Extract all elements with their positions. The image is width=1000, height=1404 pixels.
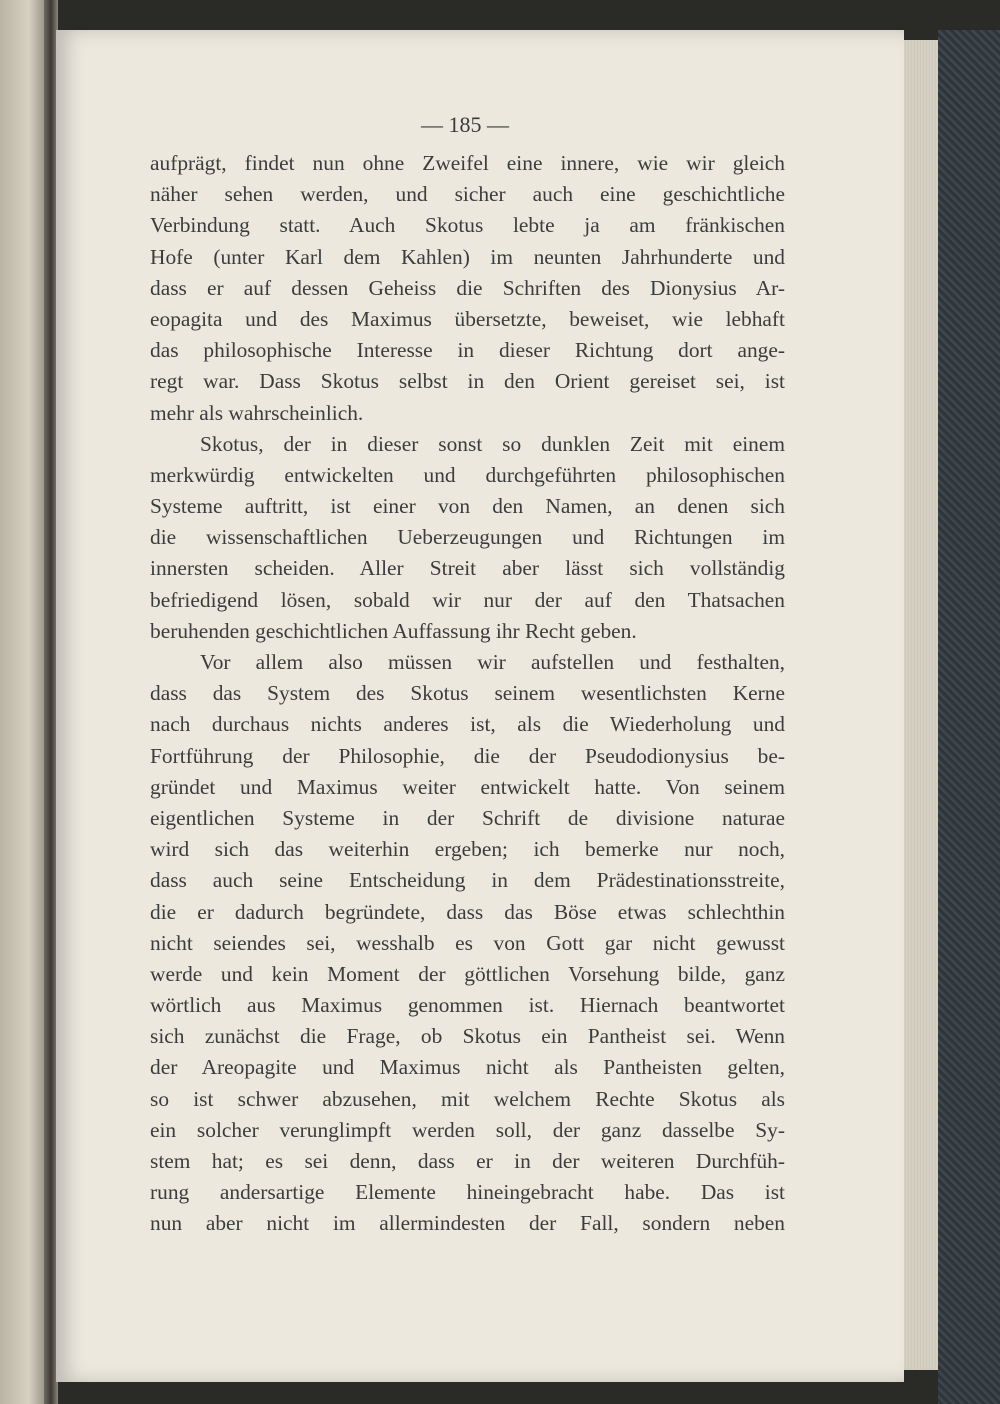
text-line: innersten scheiden. Aller Streit aber lässt sich vollständig	[150, 556, 785, 581]
previous-page-edge	[0, 0, 48, 1404]
text-line: wird sich das weiterhin ergeben; ich bemerke nur noch,	[150, 837, 785, 862]
text-line: befriedigend lösen, sobald wir nur der auf den Thatsachen	[150, 587, 785, 612]
text-line: die wissenschaftlichen Ueberzeugungen und Richtungen im	[150, 525, 785, 550]
text-line: ein solcher verunglimpft werden soll, der ganz dasselbe Sy-	[150, 1117, 785, 1142]
text-line: Hofe (unter Karl dem Kahlen) im neunten Jahrhunderte und	[150, 244, 785, 269]
text-line: Systeme auftritt, ist einer von den Namen, an denen sich	[150, 494, 785, 519]
text-line: die er dadurch begründete, dass das Böse etwas schlechthin	[150, 899, 785, 924]
text-line: Vor allem also müssen wir aufstellen und festhalten,	[200, 650, 785, 674]
page-stack-edge	[904, 40, 938, 1370]
text-line: wörtlich aus Maximus genommen ist. Hiernach beantwortet	[150, 993, 785, 1018]
text-line: dass das System des Skotus seinem wesentlichsten Kerne	[150, 681, 785, 706]
text-line: dass auch seine Entscheidung in dem Prädestinationsstreite,	[150, 868, 785, 893]
text-line: gründet und Maximus weiter entwickelt hatte. Von seinem	[150, 774, 785, 799]
text-line: Skotus, der in dieser sonst so dunklen Zeit mit einem	[200, 431, 785, 456]
text-line: nach durchaus nichts anderes ist, als die Wiederholung und	[150, 712, 785, 737]
text-line: aufprägt, findet nun ohne Zweifel eine innere, wie wir gleich	[150, 151, 785, 175]
text-line: regt war. Dass Skotus selbst in den Orient gereiset sei, ist	[150, 369, 785, 394]
text-line: nicht seiendes sei, wesshalb es von Gott gar nicht gewusst	[150, 930, 785, 955]
text-line: eigentlichen Systeme in der Schrift de divisione naturae	[150, 805, 785, 830]
text-line: nun aber nicht im allermindesten der Fall, sondern neben	[150, 1211, 785, 1236]
text-line: der Areopagite und Maximus nicht als Pantheisten gelten,	[150, 1055, 785, 1080]
text-line: so ist schwer abzusehen, mit welchem Rechte Skotus als	[150, 1086, 785, 1111]
page-number: — 185 —	[421, 112, 509, 137]
text-line: merkwürdig entwickelten und durchgeführten philosophischen	[150, 462, 785, 487]
text-line: mehr als wahrscheinlich.	[150, 400, 364, 425]
text-line: stem hat; es sei denn, dass er in der weiteren Durchfüh-	[150, 1149, 785, 1173]
text-line: werde und kein Moment der göttlichen Vorsehung bilde, ganz	[150, 961, 785, 986]
text-line: rung andersartige Elemente hineingebracht habe. Das ist	[150, 1180, 785, 1205]
text-line: Fortführung der Philosophie, die der Pseudodionysius be-	[150, 743, 785, 768]
text-line: das philosophische Interesse in dieser Richtung dort ange-	[150, 338, 785, 363]
text-line: sich zunächst die Frage, ob Skotus ein Pantheist sei. Wenn	[150, 1024, 785, 1049]
book-cover	[938, 30, 1000, 1404]
text-line: Verbindung statt. Auch Skotus lebte ja am fränkischen	[150, 213, 785, 238]
text-line: dass er auf dessen Geheiss die Schriften des Dionysius Ar-	[150, 275, 785, 300]
text-line: näher sehen werden, und sicher auch eine geschichtliche	[150, 182, 785, 207]
text-line: beruhenden geschichtlichen Auffassung ihr Recht geben.	[150, 618, 637, 643]
text-line: eopagita und des Maximus übersetzte, beweiset, wie lebhaft	[150, 306, 785, 331]
body-text	[150, 148, 785, 1240]
